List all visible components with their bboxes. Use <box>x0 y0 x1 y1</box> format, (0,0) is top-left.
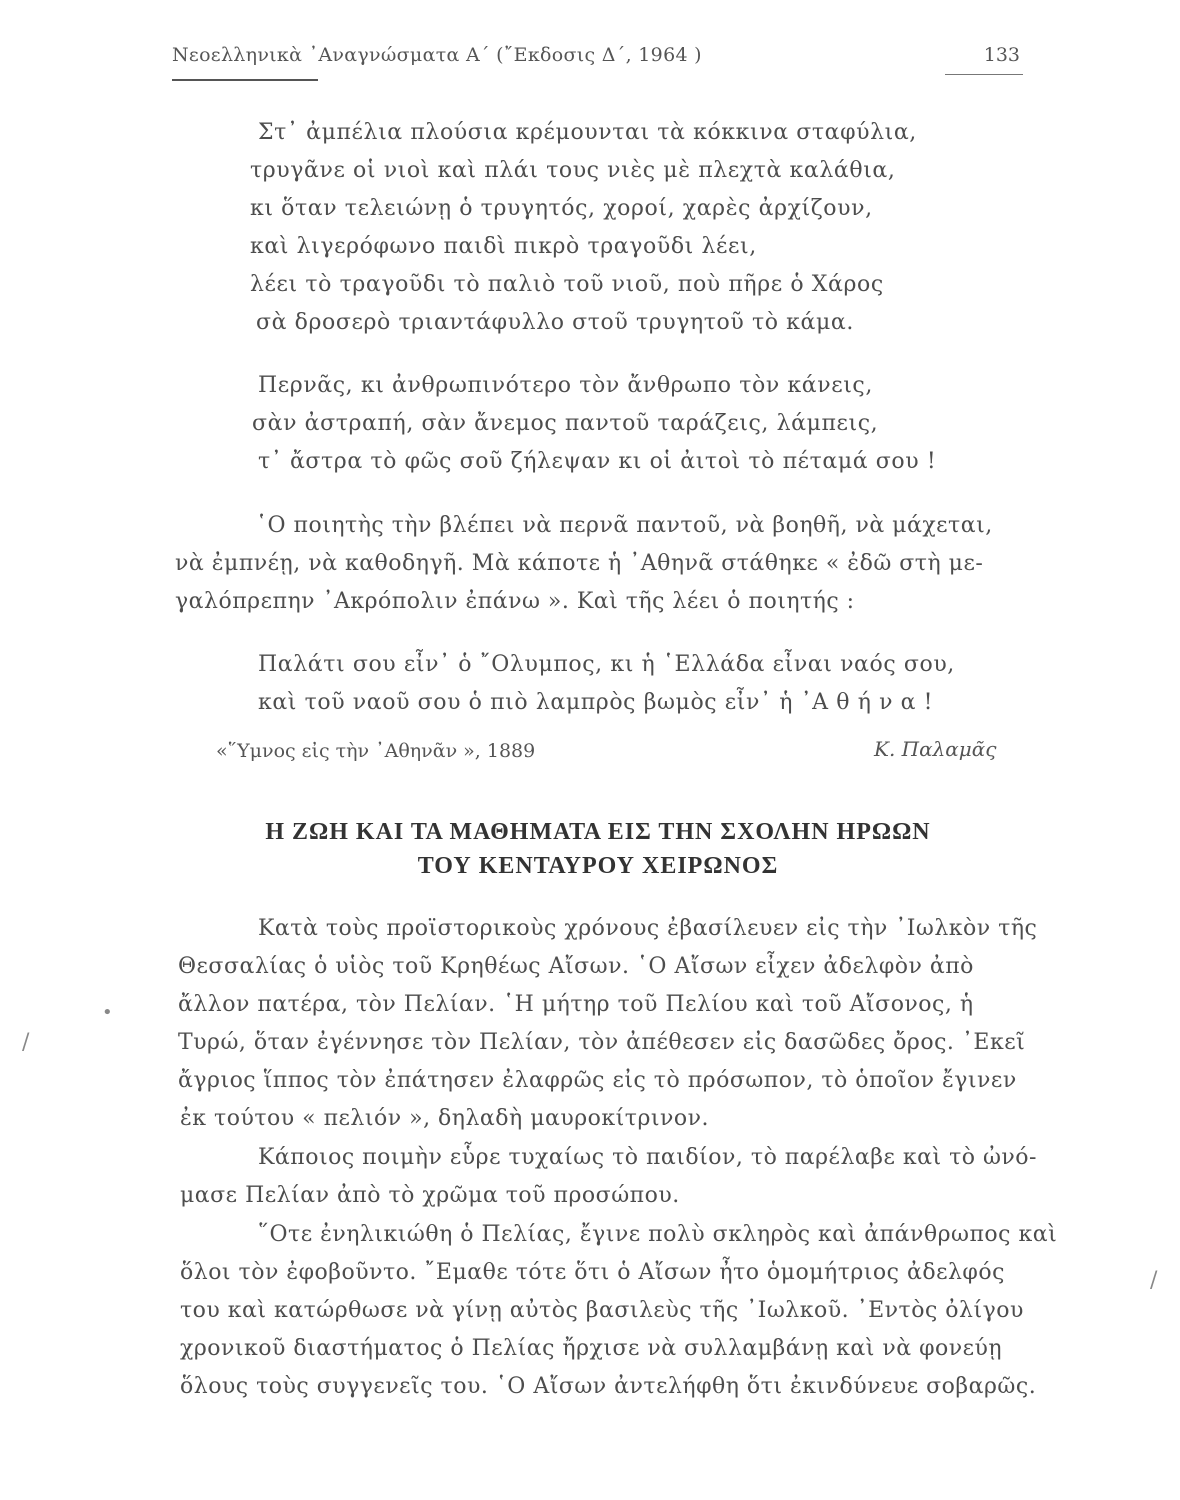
scan-mark: / <box>22 1030 30 1055</box>
header-rule <box>945 74 1023 75</box>
poem-line: Στ᾿ ἀμπέλια πλούσια κρέμουνται τὰ κόκκινα σταφύλια, <box>258 120 917 145</box>
prose-line: νὰ ἐμπνέῃ, νὰ καθοδηγῆ. Μὰ κάποτε ἡ ᾿Αθηνᾶ στάθηκε « ἐδῶ στὴ με- <box>175 551 984 576</box>
running-title: Νεοελληνικὰ ᾿Αναγνώσματα Α΄ (῎Εκδοσις Δ΄, 1964 ) <box>172 44 702 66</box>
poem-line: Περνᾶς, κι ἀνθρωπινότερο τὸν ἄνθρωπο τὸν κάνεις, <box>258 373 873 398</box>
poem-line: λέει τὸ τραγοῦδι τὸ παλιὸ τοῦ νιοῦ, ποὺ πῆρε ὁ Χάρος <box>250 272 884 297</box>
prose-line: Τυρώ, ὅταν ἐγέννησε τὸν Πελίαν, τὸν ἀπέθεσεν εἰς δασῶδες ὄρος. ᾿Εκεῖ <box>178 1030 1026 1055</box>
prose-line: ὅλους τοὺς συγγενεῖς του. ῾Ο Αἴσων ἀντελήφθη ὅτι ἐκινδύνευε σοβαρῶς. <box>180 1374 1037 1399</box>
prose-line: Θεσσαλίας ὁ υἱὸς τοῦ Κρηθέως Αἴσων. ῾Ο Αἴσων εἶχεν ἀδελφὸν ἀπὸ <box>178 954 974 979</box>
poem-line: τρυγᾶνε οἱ νιοὶ καὶ πλάι τους νιὲς μὲ πλεχτὰ καλάθια, <box>250 158 896 183</box>
poem-line: καὶ τοῦ ναοῦ σου ὁ πιὸ λαμπρὸς βωμὸς εἶν᾿ ἡ ᾿Α θ ή ν α ! <box>258 690 934 715</box>
poem-line: καὶ λιγερόφωνο παιδὶ πικρὸ τραγοῦδι λέει, <box>250 234 757 259</box>
citation-source: «῞Υμνος εἰς τὴν ᾿Αθηνᾶν », 1889 <box>216 740 536 762</box>
prose-line: ἐκ τούτου « πελιόν », δηλαδὴ μαυροκίτρινον. <box>180 1106 710 1131</box>
scan-mark: / <box>1150 1268 1158 1293</box>
poem-line: κι ὅταν τελειώνῃ ὁ τρυγητός, χοροί, χαρὲς ἀρχίζουν, <box>250 196 873 221</box>
prose-line: γαλόπρεπην ᾿Ακρόπολιν ἐπάνω ». Καὶ τῆς λέει ὁ ποιητής : <box>175 589 855 614</box>
prose-line: Κατὰ τοὺς προϊστορικοὺς χρόνους ἐβασίλευεν εἰς τὴν ᾿Ιωλκὸν τῆς <box>258 916 1038 941</box>
poem-line: σὰ δροσερὸ τριαντάφυλλο στοῦ τρυγητοῦ τὸ κάμα. <box>256 310 854 335</box>
section-title-line-2: ΤΟΥ ΚΕΝΤΑΥΡΟΥ ΧΕΙΡΩΝΟΣ <box>417 853 779 879</box>
running-title-underline <box>172 79 318 81</box>
citation-author: Κ. Παλαμᾶς <box>874 737 997 761</box>
scan-speck: • <box>102 1002 113 1023</box>
prose-line: ἄγριος ἵππος τὸν ἐπάτησεν ἐλαφρῶς εἰς τὸ πρόσωπον, τὸ ὁποῖον ἔγινεν <box>178 1068 1017 1093</box>
prose-line: ῾Ο ποιητὴς τὴν βλέπει νὰ περνᾶ παντοῦ, νὰ βοηθῆ, νὰ μάχεται, <box>256 513 993 538</box>
poem-line: τ᾿ ἄστρα τὸ φῶς σοῦ ζήλεψαν κι οἱ ἀιτοὶ τὸ πέταμά σου ! <box>258 449 937 474</box>
prose-line: ὅλοι τὸν ἐφοβοῦντο. ῎Εμαθε τότε ὅτι ὁ Αἴσων ἦτο ὁμομήτριος ἀδελφός <box>180 1260 1005 1285</box>
poem-line: Παλάτι σου εἶν᾿ ὁ ῎Ολυμπος, κι ἡ ῾Ελλάδα εἶναι ναός σου, <box>258 652 955 677</box>
prose-line: ῞Οτε ἐνηλικιώθη ὁ Πελίας, ἔγινε πολὺ σκληρὸς καὶ ἀπάνθρωπος καὶ <box>258 1222 1058 1247</box>
prose-line: χρονικοῦ διαστήματος ὁ Πελίας ἤρχισε νὰ συλλαμβάνῃ καὶ νὰ φονεύῃ <box>180 1336 1003 1361</box>
section-title-line-1: Η ΖΩΗ ΚΑΙ ΤΑ ΜΑΘΗΜΑΤΑ ΕΙΣ ΤΗΝ ΣΧΟΛΗΝ ΗΡΩΩΝ <box>265 819 931 845</box>
prose-line: Κάποιος ποιμὴν εὗρε τυχαίως τὸ παιδίον, τὸ παρέλαβε καὶ τὸ ὠνό- <box>258 1145 1037 1170</box>
prose-line: ἄλλον πατέρα, τὸν Πελίαν. ῾Η μήτηρ τοῦ Πελίου καὶ τοῦ Αἴσονος, ἡ <box>178 992 974 1017</box>
prose-line: του καὶ κατώρθωσε νὰ γίνῃ αὐτὸς βασιλεὺς τῆς ᾿Ιωλκοῦ. ᾿Εντὸς ὀλίγου <box>180 1298 1024 1323</box>
page-header <box>172 44 1022 84</box>
prose-line: μασε Πελίαν ἀπὸ τὸ χρῶμα τοῦ προσώπου. <box>180 1183 680 1208</box>
page-number: 133 <box>983 44 1020 66</box>
poem-line: σὰν ἀστραπή, σὰν ἄνεμος παντοῦ ταράζεις, λάμπεις, <box>252 411 879 436</box>
